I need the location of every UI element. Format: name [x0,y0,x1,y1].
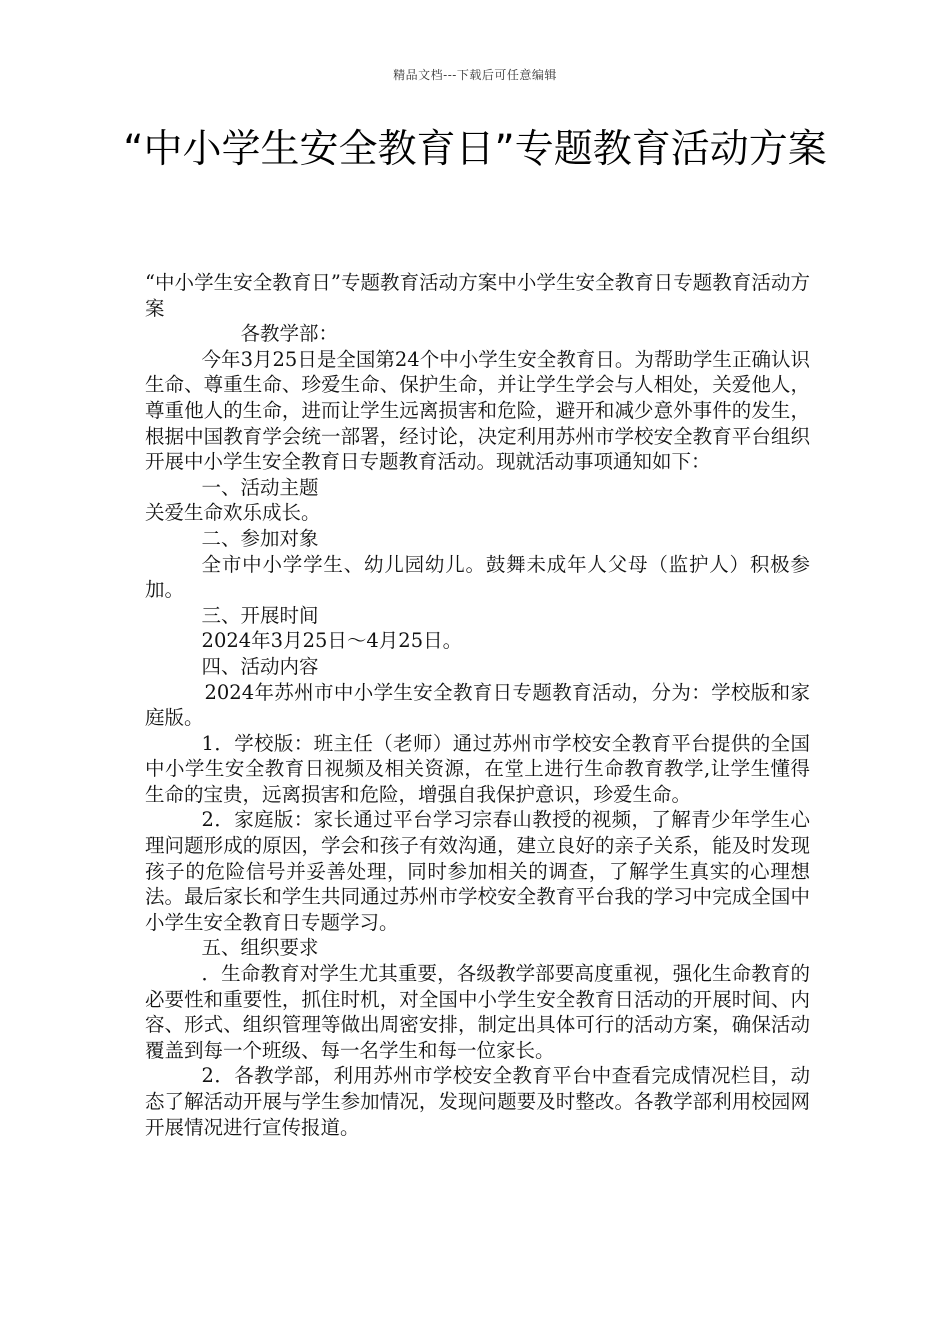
section-heading: 五、组织要求 [201,936,319,960]
section-heading: 四、活动内容 [201,654,319,678]
section-heading: 二、参加对象 [201,526,319,550]
body-paragraph: 2024年3月25日～4月25日。 [201,629,463,653]
list-item: 2．家庭版：家长通过平台学习宗春山教授的视频，了解青少年学生心理问题形成的原因，学会和孩子有效沟通，建立良好的亲子关系，能及时发现孩子的危险信号并妥善处理，同时参加相关的调查，了解学生真实的心理想法。最后家长和学生共同通过苏州市学校安全教育平台我的学习中完成全国中小学生安全教育日专题学习。 [145,808,810,934]
body-paragraph: 关爱生命欢乐成长。 [145,501,321,525]
body-paragraph: 今年3月25日是全国第24个中小学生安全教育日。为帮助学生正确认识生命、尊重生命、珍爱生命、保护生命，并让学生学会与人相处，关爱他人，尊重他人的生命，进而让学生远离损害和危险，避开和减少意外事件的发生，根据中国教育学会统一部署，经讨论，决定利用苏州市学校安全教育平台组织开展中小学生安全教育日专题教育活动。现就活动事项通知如下： [145,347,810,474]
list-item: 2．各教学部，利用苏州市学校安全教育平台中查看完成情况栏目，动态了解活动开展与学生参加情况，发现问题要及时整改。各教学部利用校园网开展情况进行宣传报道。 [145,1064,810,1139]
document-body [145,270,810,1140]
body-paragraph: 2024年苏州市中小学生安全教育日专题教育活动，分为：学校版和家庭版。 [145,680,810,730]
list-item: ．生命教育对学生尤其重要，各级教学部要高度重视，强化生命教育的必要性和重要性，抓住时机，对全国中小学生安全教育日活动的开展时间、内容、形式、组织管理等做出周密安排，制定出具体可行的活动方案，确保活动覆盖到每一个班级、每一名学生和每一位家长。 [145,962,810,1062]
salutation: 各教学部： [240,322,339,346]
document-title: “中小学生安全教育日”专题教育活动方案 [123,127,827,172]
section-heading: 一、活动主题 [201,475,319,499]
section-heading: 三、开展时间 [201,603,319,627]
header-note: 精品文档---下载后可任意编辑 [393,68,557,82]
body-paragraph: 全市中小学学生、幼儿园幼儿。鼓舞未成年人父母（监护人）积极参加。 [145,552,810,602]
list-item: 1．学校版：班主任（老师）通过苏州市学校安全教育平台提供的全国中小学生安全教育日视频及相关资源，在堂上进行生命教育教学,让学生懂得生命的宝贵，远离损害和危险，增强自我保护意识，珍爱生命。 [145,731,810,806]
intro-paragraph: “中小学生安全教育日”专题教育活动方案中小学生安全教育日专题教育活动方案 [145,271,810,320]
